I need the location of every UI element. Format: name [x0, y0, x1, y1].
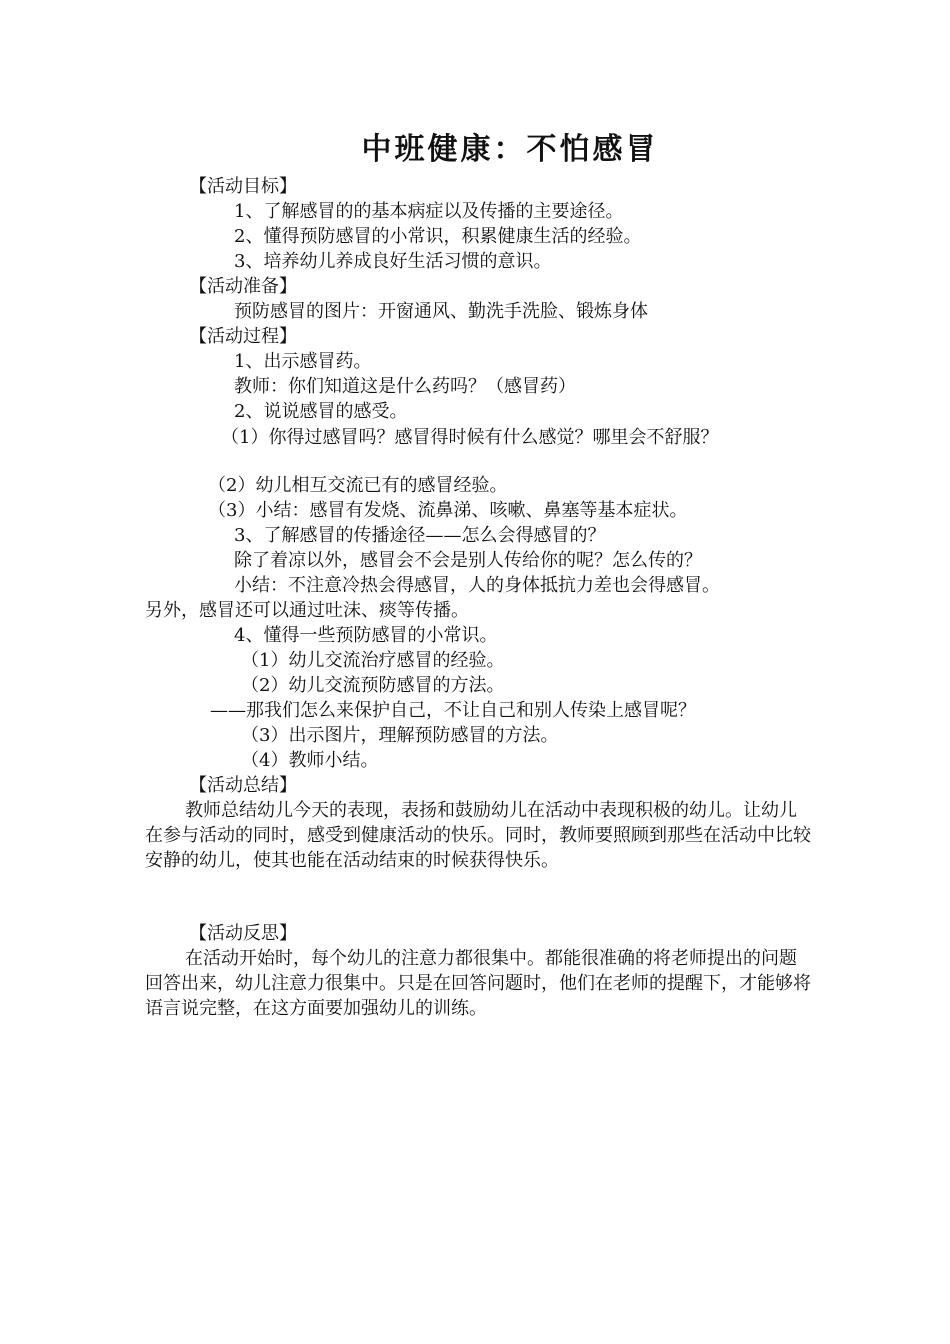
step-2: 2、说说感冒的感受。 — [234, 401, 408, 422]
step-3-summary-b: 另外，感冒还可以通过吐沫、痰等传播。 — [145, 600, 469, 621]
goal-heading: 【活动目标】 — [189, 176, 297, 197]
step-2-q1: （1）你得过感冒吗？感冒得时候有什么感觉？哪里会不舒服？ — [221, 427, 719, 448]
process-heading: 【活动过程】 — [189, 326, 297, 347]
prep-heading: 【活动准备】 — [189, 276, 297, 297]
goal-item-2: 2、懂得预防感冒的小常识，积累健康生活的经验。 — [234, 226, 642, 247]
step-4-1: （1）幼儿交流治疗感冒的经验。 — [241, 650, 505, 671]
summary-paragraph: 教师总结幼儿今天的表现，表扬和鼓励幼儿在活动中表现积极的幼儿。让幼儿在参与活动的同时，感受到健康活动的快乐。同时，教师要照顾到那些在活动中比较安静的幼儿，使其也能在活动结束的时候获得快乐。 — [145, 800, 811, 871]
summary-heading: 【活动总结】 — [189, 775, 297, 796]
step-4-2: （2）幼儿交流预防感冒的方法。 — [241, 675, 505, 696]
document-title: 中班健康：不怕感冒 — [361, 132, 659, 167]
step-1-teacher: 教师：你们知道这是什么药吗？（感冒药） — [234, 376, 576, 397]
reflection-heading: 【活动反思】 — [189, 923, 297, 944]
step-3-question: 除了着凉以外，感冒会不会是别人传给你的呢？怎么传的？ — [234, 550, 702, 571]
step-1: 1、出示感冒药。 — [234, 351, 372, 372]
step-3: 3、了解感冒的传播途径——怎么会得感冒的？ — [234, 525, 606, 546]
step-4-question: ——那我们怎么来保护自己，不让自己和别人传染上感冒呢？ — [210, 700, 696, 721]
reflection-paragraph: 在活动开始时，每个幼儿的注意力都很集中。都能很准确的将老师提出的问题回答出来，幼儿注意力很集中。只是在回答问题时，他们在老师的提醒下，才能够将语言说完整，在这方面要加强幼儿的训练。 — [145, 948, 811, 1019]
step-2-q3: （3）小结：感冒有发烧、流鼻涕、咳嗽、鼻塞等基本症状。 — [208, 500, 688, 521]
goal-item-1: 1、了解感冒的的基本病症以及传播的主要途径。 — [234, 201, 624, 222]
prep-item: 预防感冒的图片：开窗通风、勤洗手洗脸、锻炼身体 — [234, 301, 648, 322]
step-4: 4、懂得一些预防感冒的小常识。 — [234, 625, 498, 646]
step-3-summary-a: 小结：不注意冷热会得感冒，人的身体抵抗力差也会得感冒。 — [234, 575, 720, 596]
step-4-3: （3）出示图片，理解预防感冒的方法。 — [241, 725, 559, 746]
step-2-q2: （2）幼儿相互交流已有的感冒经验。 — [208, 475, 508, 496]
step-4-4: （4）教师小结。 — [241, 750, 379, 771]
goal-item-3: 3、培养幼儿养成良好生活习惯的意识。 — [234, 251, 552, 272]
